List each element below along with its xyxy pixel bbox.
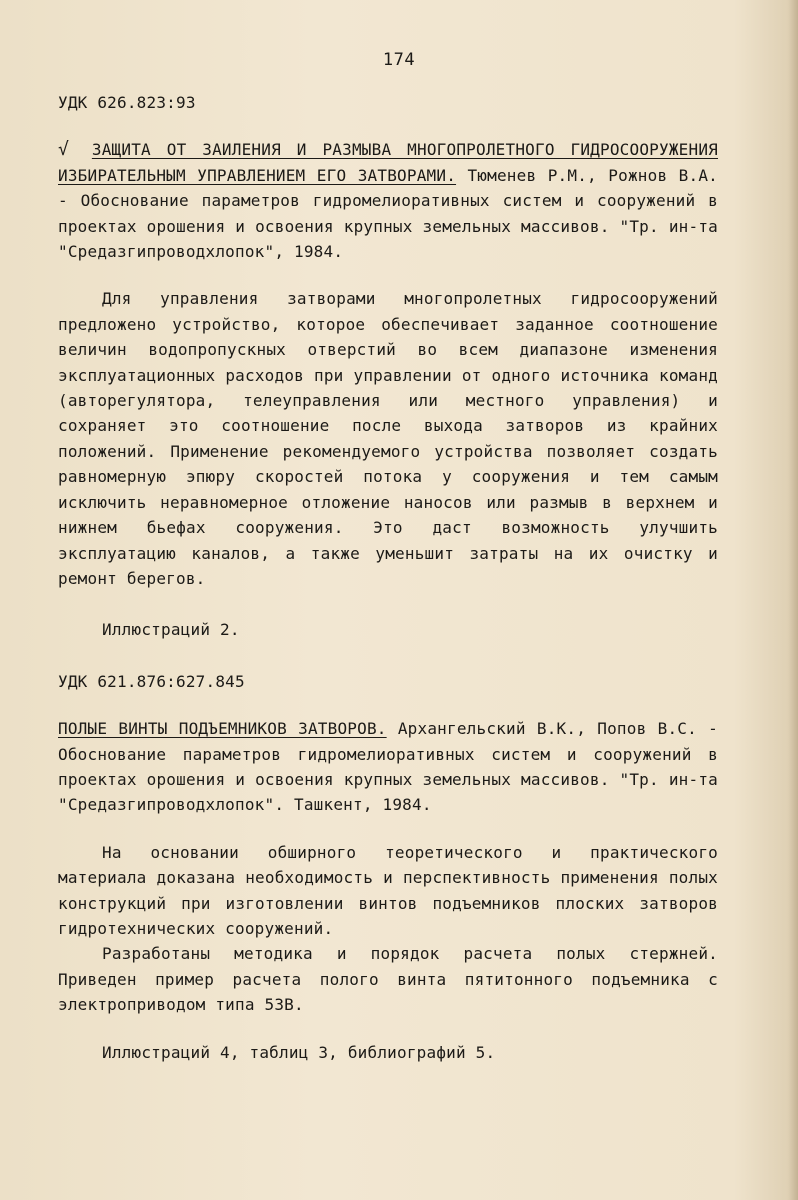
entry-2-abstract-para-1: На основании обширного теоретического и практического материала доказана необходимость и перспективность применения полых конструкций при изготовлении винтов подъемников плоских затворов гидротехнических сооружений. [58,842,718,938]
entry-1-illustrations: Иллюстраций 2. [102,620,240,640]
page-edge-shadow [788,0,798,1200]
handwritten-check-mark: √ [58,139,70,161]
entry-1-title: ЗАЩИТА ОТ ЗАИЛЕНИЯ И РАЗМЫВА МНОГОПРОЛЕТНОГО ГИДРОСООРУЖЕНИЯ ИЗБИРАТЕЛЬНЫМ УПРАВЛЕНИЕМ ЕГО ЗАТВОРАМИ. [58,140,719,185]
entry-1-heading [58,137,718,264]
udc-code-2: УДК 621.876:627.845 [58,671,245,691]
entry-1-abstract: Для управления затворами многопролетных гидросооружений предложено устройство, которое обеспечивает заданное соотношение величин водопропускных отверстий во всем диапазоне изменения эксплуатационных расходов при управлении от одного источника команд (авторегулятора, телеуправления или местного управления) и сохраняет это соотношение после выхода затворов из крайних положений. Применение рекомендуемого устройства позволяет создать равномерную эпюру скоростей потока у сооружения и тем самым исключить неравномерное отложение наносов или размыв в верхнем и нижнем бьефах сооружения. Это даст возможность улучшить эксплуатацию каналов, а также уменьшит затраты на их очистку и ремонт берегов. [58,289,718,588]
entry-2-illustrations: Иллюстраций 4, таблиц 3, библиографий 5. [102,1042,496,1062]
entry-2-title: ПОЛЫЕ ВИНТЫ ПОДЪЕМНИКОВ ЗАТВОРОВ. [58,719,387,739]
entry-2-citation: Архангельский В.К., Попов В.С. - Обоснование параметров гидромелиоративных систем и сооружений в проектах орошения и освоения крупных земельных массивов. "Тр. ин-та "Средазгипроводхлопок". Ташкент, 1984. [58,719,719,815]
entry-1-citation: Тюменев Р.М., Рожнов В.А. - Обоснование параметров гидромелиоративных систем и сооружений в проектах орошения и освоения крупных земельных массивов. "Тр. ин-та "Средазгипроводхлопок", 1984. [58,165,719,262]
entry-2-heading [58,716,718,818]
entry-2-abstract-para-2: Разработаны методика и порядок расчета полых стержней. Приведен пример расчета полого винта пятитонного подъемника с электроприводом типа 53В. [58,944,718,1015]
document-body [58,90,718,1065]
page-number: 174 [382,50,416,70]
udc-code-1: УДК 626.823:93 [58,93,196,112]
